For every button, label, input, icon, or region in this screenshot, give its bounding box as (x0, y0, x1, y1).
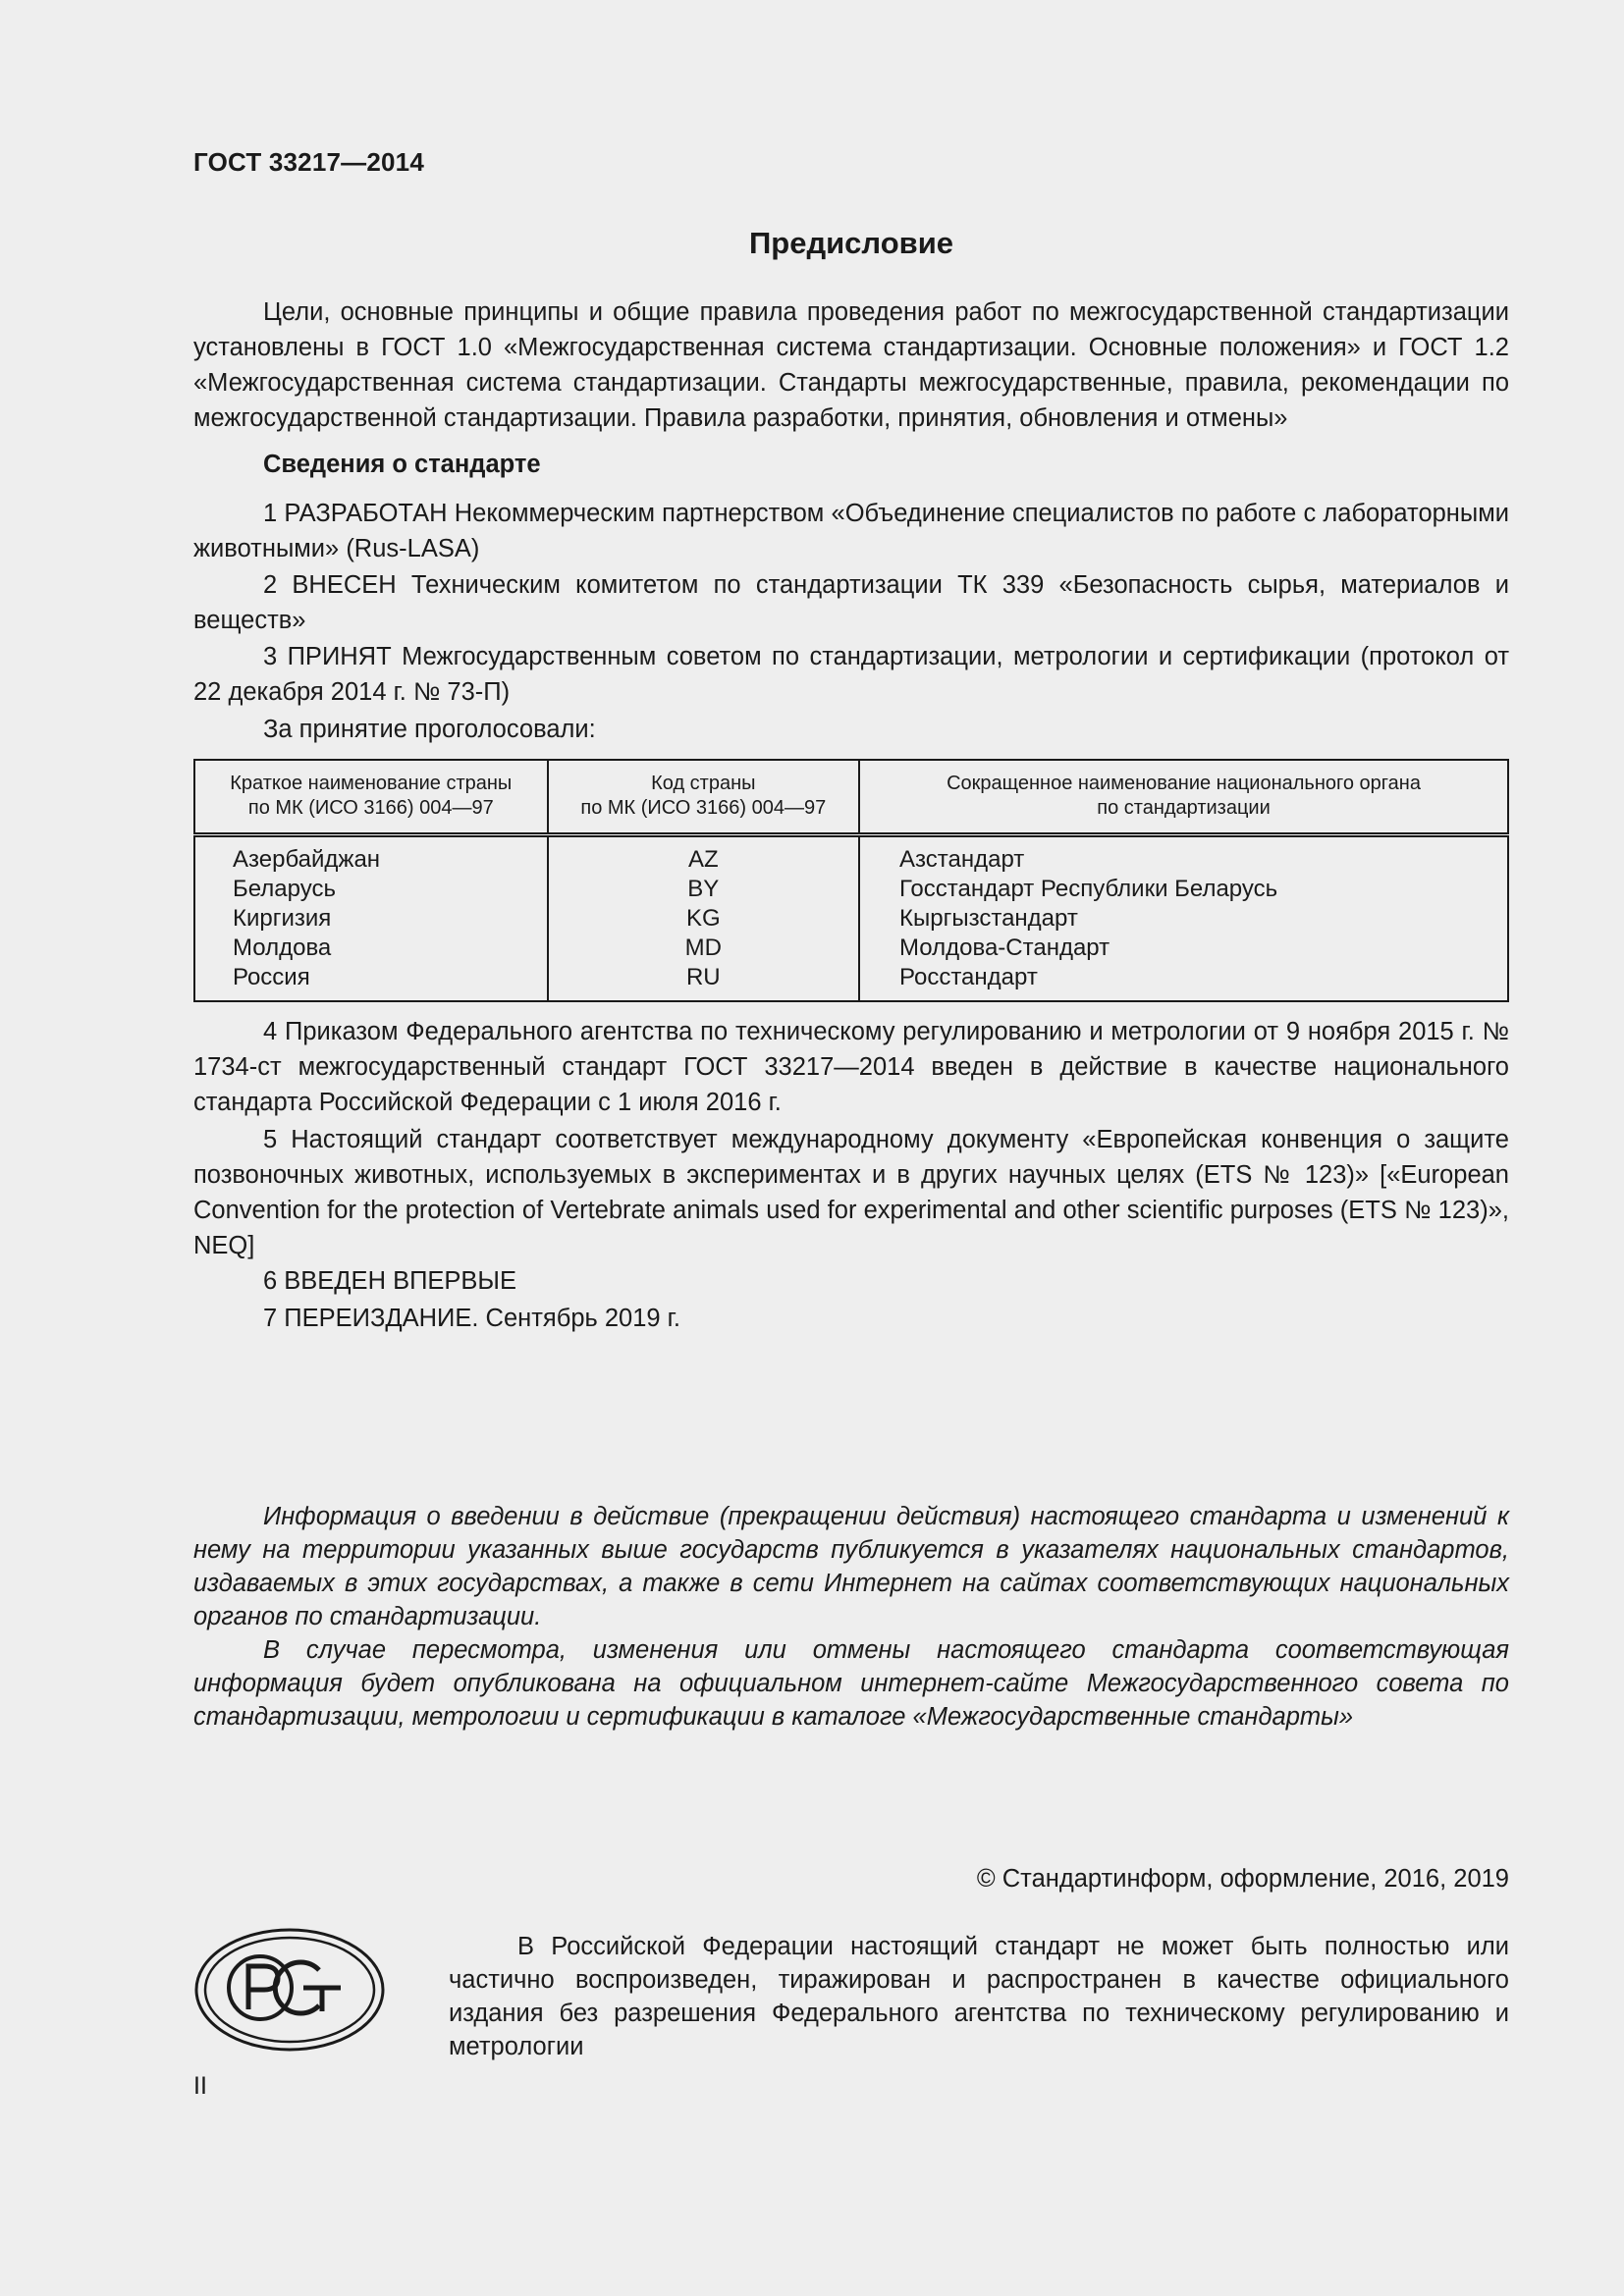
organization-name: Кыргызстандарт (899, 905, 1078, 932)
copyright: © Стандартинформ, оформление, 2016, 2019 (976, 1865, 1509, 1893)
page-title: Предисловие (748, 226, 953, 260)
country-code: AZ (687, 846, 719, 873)
notice-text: В Российской Федерации настоящий стандарт не может быть полностью или частично воспроизведен, тиражирован и распространен в качестве официального издания без разрешения Федерального агентства по техническому регулированию и метрологии (449, 1933, 1509, 2060)
item-2: 2 ВНЕСЕН Техническим комитетом по стандартизации ТК 339 «Безопасность сырья, материалов и веществ» (193, 571, 1509, 634)
country-cell (194, 835, 548, 1002)
col-header-organization-line-2: по стандартизации (1097, 797, 1271, 819)
organization-name: Молдова-Стандарт (899, 934, 1110, 961)
rst-certification-logo (193, 1927, 386, 2053)
col-header-code (548, 760, 859, 835)
col-header-code-line-2: по МК (ИСО 3166) 004—97 (580, 797, 827, 819)
organization-cell (859, 835, 1508, 1002)
country-name: Беларусь (233, 876, 336, 902)
copyright-notice (449, 1930, 1509, 2063)
table-header-row (194, 760, 1508, 835)
page-number: II (193, 2072, 207, 2100)
vote-label: За принятие проголосовали: (263, 716, 596, 743)
item-7: 7 ПЕРЕИЗДАНИЕ. Сентябрь 2019 г. (263, 1305, 680, 1332)
country-name: Молдова (233, 934, 332, 961)
standard-id: ГОСТ 33217—2014 (193, 147, 424, 177)
country-name: Киргизия (233, 905, 332, 932)
country-code: RU (685, 964, 721, 990)
col-header-code-line-1: Код страны (651, 773, 756, 794)
item-6: 6 ВВЕДЕН ВПЕРВЫЕ (263, 1267, 517, 1295)
info-paragraph-1: Информация о введении в действие (прекращении действия) настоящего стандарта и изменений к нему на территории указанных выше государств публикуется в указателях национальных стандартов, издаваемых в этих государствах, а также в сети Интернет на сайтах соответствующих национальных органов по стандартизации. (193, 1503, 1509, 1630)
col-header-country-line-1: Краткое наименование страны (230, 773, 513, 794)
intro-paragraph: Цели, основные принципы и общие правила проведения работ по межгосударственной стандартизации установлены в ГОСТ 1.0 «Межгосударственная система стандартизации. Основные положения» и ГОСТ 1.2 «Межгосударственная система стандартизации. Стандарты межгосударственные, правила, рекомендации по межгосударственной стандартизации. Правила разработки, принятия, обновления и отмены» (193, 298, 1509, 432)
country-code: BY (687, 876, 720, 902)
organization-name: Азстандарт (899, 846, 1025, 873)
col-header-country-line-2: по МК (ИСО 3166) 004—97 (247, 797, 494, 819)
item-1: 1 РАЗРАБОТАН Некоммерческим партнерством «Объединение специалистов по работе с лабораторными животными» (Rus-LASA) (193, 500, 1509, 562)
country-code: KG (685, 905, 721, 932)
countries-table (193, 759, 1509, 1002)
country-name: Азербайджан (233, 846, 381, 873)
country-name: Россия (233, 964, 310, 990)
country-code: MD (684, 934, 722, 961)
section-heading: Сведения о стандарте (263, 451, 541, 478)
table-row (194, 835, 1508, 1002)
item-4: 4 Приказом Федерального агентства по техническому регулированию и метрологии от 9 ноября 2015 г. № 1734-ст межгосударственный стандарт ГОСТ 33217—2014 введен в действие в качестве национального стандарта Российской Федерации с 1 июля 2016 г. (193, 1018, 1509, 1116)
col-header-organization (859, 760, 1508, 835)
organization-name: Госстандарт Республики Беларусь (899, 876, 1278, 902)
code-cell (548, 835, 859, 1002)
col-header-organization-line-1: Сокращенное наименование национального органа (947, 773, 1421, 794)
item-5: 5 Настоящий стандарт соответствует международному документу «Европейская конвенция о защите позвоночных животных, используемых в экспериментах и в других научных целях (ETS № 123)» [«European Convention for the protection of Vertebrate animals used for experimental and other scientific purposes (ETS № 123)», NEQ] (193, 1126, 1509, 1259)
organization-name: Росстандарт (899, 964, 1038, 990)
item-3: 3 ПРИНЯТ Межгосударственным советом по стандартизации, метрологии и сертификации (протокол от 22 декабря 2014 г. № 73-П) (193, 643, 1509, 706)
col-header-country (194, 760, 548, 835)
info-paragraph-2: В случае пересмотра, изменения или отмены настоящего стандарта соответствующая информация будет опубликована на официальном интернет-сайте Межгосударственного совета по стандартизации, метрологии и сертификации в каталоге «Межгосударственные стандарты» (193, 1636, 1509, 1731)
